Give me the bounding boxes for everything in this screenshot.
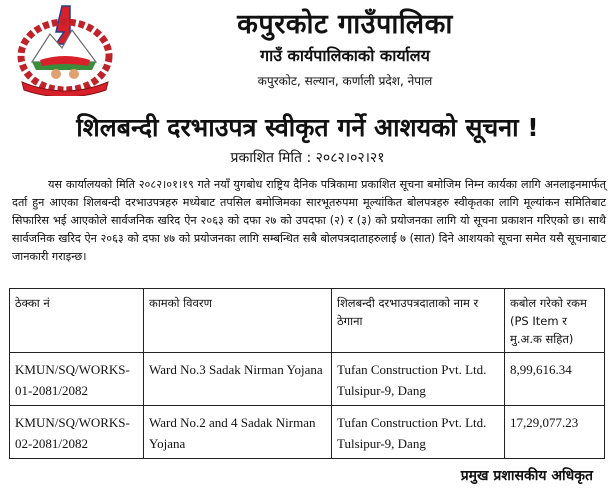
table-header-row (10, 289, 605, 353)
org-name: कपुरकोट गाउँपालिका (237, 9, 453, 40)
work-description-cell: Ward No.3 Sadak Nirman Yojana (144, 353, 332, 406)
office-address: कपुरकोट, सल्यान, कर्णाली प्रदेश, नेपाल (257, 74, 433, 88)
table-row (10, 353, 605, 406)
notice-body: यस कार्यालयको मिति २०८२।०१।१९ गते नयाँ युगबोध राष्ट्रिय दैनिक पत्रिकामा प्रकाशित सूचना बमोजिम निम्न कार्यका लागि अनलाइनमार्फत् दर्ता हुन आएका शिलबन्दी दरभाउपत्रहरु मध्येबाट तपसिल बमोजिमका सारभूतरुपमा मूल्यांकित बोलपत्रहरु स्वीकृतका लागि मूल्यांकन समितिबाट सिफारिस भई आएकोले सार्वजनिक खरिद ऐन २०६३ को दफा २७ को उपदफा (२) र (३) को प्रयोजनका लागि यो सूचना प्रकाशन गरिएको छ। साथै सार्वजनिक खरिद ऐन २०६३ को दफा ४७ को प्रयोजनका लागि सम्बन्धित सबै बोलपत्रदाताहरुलाई ७ (सात) दिने आशयको सूचना समेत यसै सूचनाबाट जानकारी गराइन्छ। (12, 178, 606, 263)
table-row (10, 406, 605, 459)
work-description-cell: Ward No.2 and 4 Sadak Nirman Yojana (144, 406, 332, 459)
signatory-title: प्रमुख प्रशासकीय अधिकृत (460, 468, 593, 484)
contract-no-cell: KMUN/SQ/WORKS-01-2081/2082 (10, 353, 144, 406)
published-date: प्रकाशित मिति : २०८२।०२।२१ (230, 150, 385, 166)
contract-no-cell: KMUN/SQ/WORKS-02-2081/2082 (10, 406, 144, 459)
nepal-emblem-icon (10, 4, 120, 96)
notice-title: शिलबन्दी दरभाउपत्र स्वीकृत गर्ने आशयको सूचना ! (76, 113, 539, 142)
bidder-cell: Tufan Construction Pvt. Ltd. Tulsipur-9, Dang (332, 406, 505, 459)
office-name: गाउँ कार्यपालिकाको कार्यालय (260, 46, 430, 65)
header-contract-no: ठेक्का नं (10, 289, 144, 353)
bid-amount-cell: 17,29,077.23 (505, 406, 605, 459)
header-bid-amount: कबोल गरेको रकम (PS Item र मु.अ.क सहित) (505, 289, 605, 353)
bid-table (9, 288, 605, 459)
header-bidder-name-address: शिलबन्दी दरभाउपत्रदाताको नाम र ठेगाना (332, 289, 505, 353)
bidder-cell: Tufan Construction Pvt. Ltd. Tulsipur-9, Dang (332, 353, 505, 406)
header-work-description: कामको विवरण (144, 289, 332, 353)
bid-amount-cell: 8,99,616.34 (505, 353, 605, 406)
